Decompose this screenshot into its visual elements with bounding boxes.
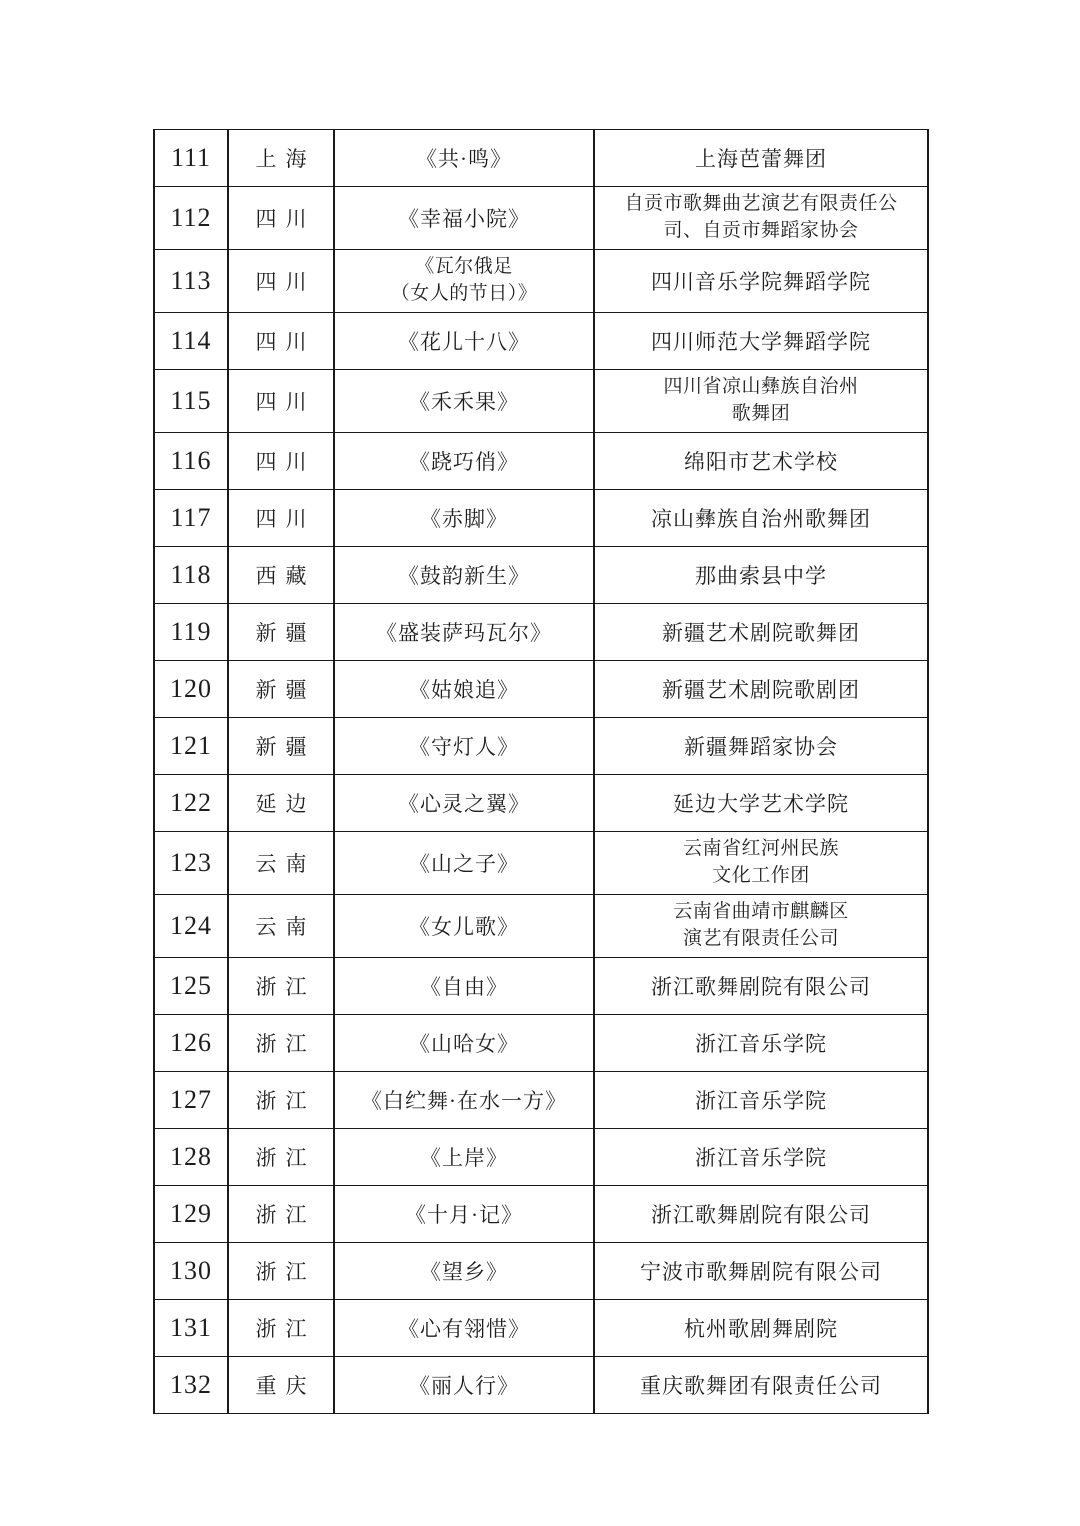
cell-number: 121 (154, 717, 228, 774)
cell-title: 《山哈女》 (334, 1014, 594, 1071)
cell-organization: 延边大学艺术学院 (594, 774, 928, 831)
cell-organization: 凉山彝族自治州歌舞团 (594, 489, 928, 546)
table-row (154, 489, 928, 546)
table-row (154, 130, 928, 187)
table-row (154, 831, 928, 894)
region-label: 西藏 (255, 563, 316, 588)
cell-number: 125 (154, 957, 228, 1014)
cell-title: 《共·鸣》 (334, 130, 594, 187)
cell-title: 《自由》 (334, 957, 594, 1014)
cell-line: 《瓦尔俄足 (415, 255, 513, 277)
cell-line: 司、自贡市舞蹈家协会 (663, 219, 859, 241)
cell-number: 120 (154, 660, 228, 717)
table-row (154, 249, 928, 312)
cell-line: 演艺有限责任公司 (682, 927, 839, 949)
cell-region (228, 774, 334, 831)
table-row (154, 660, 928, 717)
cell-title: 《赤脚》 (334, 489, 594, 546)
cell-title: 《丽人行》 (334, 1356, 594, 1413)
cell-region (228, 894, 334, 957)
table-row (154, 957, 928, 1014)
table-row (154, 894, 928, 957)
cell-organization: 浙江音乐学院 (594, 1071, 928, 1128)
cell-line: （女人的节日）》 (390, 282, 538, 304)
cell-organization: 四川师范大学舞蹈学院 (594, 312, 928, 369)
region-label: 四川 (255, 449, 316, 474)
cell-region (228, 187, 334, 250)
cell-line: 自贡市歌舞曲艺演艺有限责任公 (624, 193, 898, 214)
table-row (154, 1071, 928, 1128)
cell-organization: 杭州歌剧舞剧院 (594, 1299, 928, 1356)
cell-region (228, 1185, 334, 1242)
cell-number: 123 (154, 831, 228, 894)
cell-title: 《禾禾果》 (334, 369, 594, 432)
table-row (154, 187, 928, 250)
table-row (154, 774, 928, 831)
table-row (154, 1299, 928, 1356)
cell-region (228, 1356, 334, 1413)
cell-number: 111 (154, 130, 228, 187)
cell-number: 128 (154, 1128, 228, 1185)
cell-number: 129 (154, 1185, 228, 1242)
cell-organization: 新疆艺术剧院歌舞团 (594, 603, 928, 660)
region-label: 云南 (255, 914, 316, 939)
cell-region (228, 369, 334, 432)
region-label: 浙江 (255, 1202, 316, 1227)
cell-title: 《山之子》 (334, 831, 594, 894)
cell-line: 歌舞团 (731, 402, 791, 424)
cell-organization: 那曲索县中学 (594, 546, 928, 603)
cell-organization: 浙江音乐学院 (594, 1128, 928, 1185)
cell-line: 四川省凉山彝族自治州 (663, 375, 859, 397)
region-label: 重庆 (255, 1373, 316, 1398)
cell-region (228, 603, 334, 660)
region-label: 上海 (255, 147, 316, 171)
table-row (154, 1242, 928, 1299)
table-row (154, 603, 928, 660)
cell-title: 《花儿十八》 (334, 312, 594, 369)
region-label: 新疆 (255, 734, 316, 759)
cell-number: 112 (154, 187, 228, 250)
table-row (154, 369, 928, 432)
region-label: 新疆 (255, 677, 316, 702)
cell-title: 《心灵之翼》 (334, 774, 594, 831)
cell-title: 《十月·记》 (334, 1185, 594, 1242)
cell-organization: 新疆艺术剧院歌剧团 (594, 660, 928, 717)
cell-region (228, 1299, 334, 1356)
cell-title: 《守灯人》 (334, 717, 594, 774)
cell-line: 文化工作团 (712, 864, 810, 886)
region-label: 四川 (255, 329, 316, 354)
cell-line: 云南省红河州民族 (682, 837, 839, 859)
table-row (154, 546, 928, 603)
cell-line: 云南省曲靖市麒麟区 (673, 900, 849, 922)
cell-organization: 绵阳市艺术学校 (594, 432, 928, 489)
cell-title: 《姑娘追》 (334, 660, 594, 717)
cell-number: 124 (154, 894, 228, 957)
cell-region (228, 957, 334, 1014)
table-row (154, 717, 928, 774)
cell-number: 131 (154, 1299, 228, 1356)
cell-organization: 重庆歌舞团有限责任公司 (594, 1356, 928, 1413)
cell-region (228, 249, 334, 312)
region-label: 浙江 (255, 1031, 316, 1056)
cell-organization: 宁波市歌舞剧院有限公司 (594, 1242, 928, 1299)
region-label: 四川 (255, 269, 316, 294)
cell-title (334, 249, 594, 312)
cell-organization: 新疆舞蹈家协会 (594, 717, 928, 774)
cell-number: 117 (154, 489, 228, 546)
region-label: 延边 (255, 791, 316, 816)
cell-number: 126 (154, 1014, 228, 1071)
table-row (154, 1185, 928, 1242)
cell-title: 《幸福小院》 (334, 187, 594, 250)
cell-region (228, 831, 334, 894)
table-body (154, 130, 928, 1414)
cell-organization: 四川音乐学院舞蹈学院 (594, 249, 928, 312)
cell-number: 127 (154, 1071, 228, 1128)
cell-organization (594, 369, 928, 432)
cell-number: 113 (154, 249, 228, 312)
cell-region (228, 130, 334, 187)
cell-region (228, 717, 334, 774)
cell-title: 《白纻舞·在水一方》 (334, 1071, 594, 1128)
table-row (154, 1014, 928, 1071)
cell-number: 122 (154, 774, 228, 831)
region-label: 四川 (255, 506, 316, 531)
cell-organization: 浙江音乐学院 (594, 1014, 928, 1071)
region-label: 四川 (255, 389, 316, 414)
cell-region (228, 1071, 334, 1128)
table-row (154, 1128, 928, 1185)
cell-number: 118 (154, 546, 228, 603)
region-label: 浙江 (255, 1316, 316, 1341)
cell-region (228, 546, 334, 603)
cell-title: 《跷巧俏》 (334, 432, 594, 489)
cell-number: 116 (154, 432, 228, 489)
cell-number: 130 (154, 1242, 228, 1299)
region-label: 四川 (255, 206, 316, 231)
region-label: 浙江 (255, 1145, 316, 1170)
region-label: 浙江 (255, 974, 316, 999)
cell-region (228, 1128, 334, 1185)
cell-organization: 浙江歌舞剧院有限公司 (594, 1185, 928, 1242)
cell-title: 《鼓韵新生》 (334, 546, 594, 603)
cell-region (228, 660, 334, 717)
cell-organization: 上海芭蕾舞团 (594, 130, 928, 187)
cell-region (228, 432, 334, 489)
table-row (154, 312, 928, 369)
cell-title: 《盛装萨玛瓦尔》 (334, 603, 594, 660)
cell-title: 《心有翎惜》 (334, 1299, 594, 1356)
cell-region (228, 489, 334, 546)
cell-region (228, 1242, 334, 1299)
cell-number: 119 (154, 603, 228, 660)
table-row (154, 1356, 928, 1413)
region-label: 浙江 (255, 1088, 316, 1113)
cell-organization (594, 894, 928, 957)
cell-number: 132 (154, 1356, 228, 1413)
cell-organization (594, 187, 928, 250)
cell-title: 《女儿歌》 (334, 894, 594, 957)
cell-organization (594, 831, 928, 894)
cell-title: 《上岸》 (334, 1128, 594, 1185)
cell-title: 《望乡》 (334, 1242, 594, 1299)
cell-number: 115 (154, 369, 228, 432)
cell-number: 114 (154, 312, 228, 369)
cell-region (228, 1014, 334, 1071)
region-label: 浙江 (255, 1259, 316, 1284)
cell-region (228, 312, 334, 369)
award-table (153, 129, 929, 1414)
region-label: 云南 (255, 851, 316, 876)
cell-organization: 浙江歌舞剧院有限公司 (594, 957, 928, 1014)
table-row (154, 432, 928, 489)
region-label: 新疆 (255, 620, 316, 645)
